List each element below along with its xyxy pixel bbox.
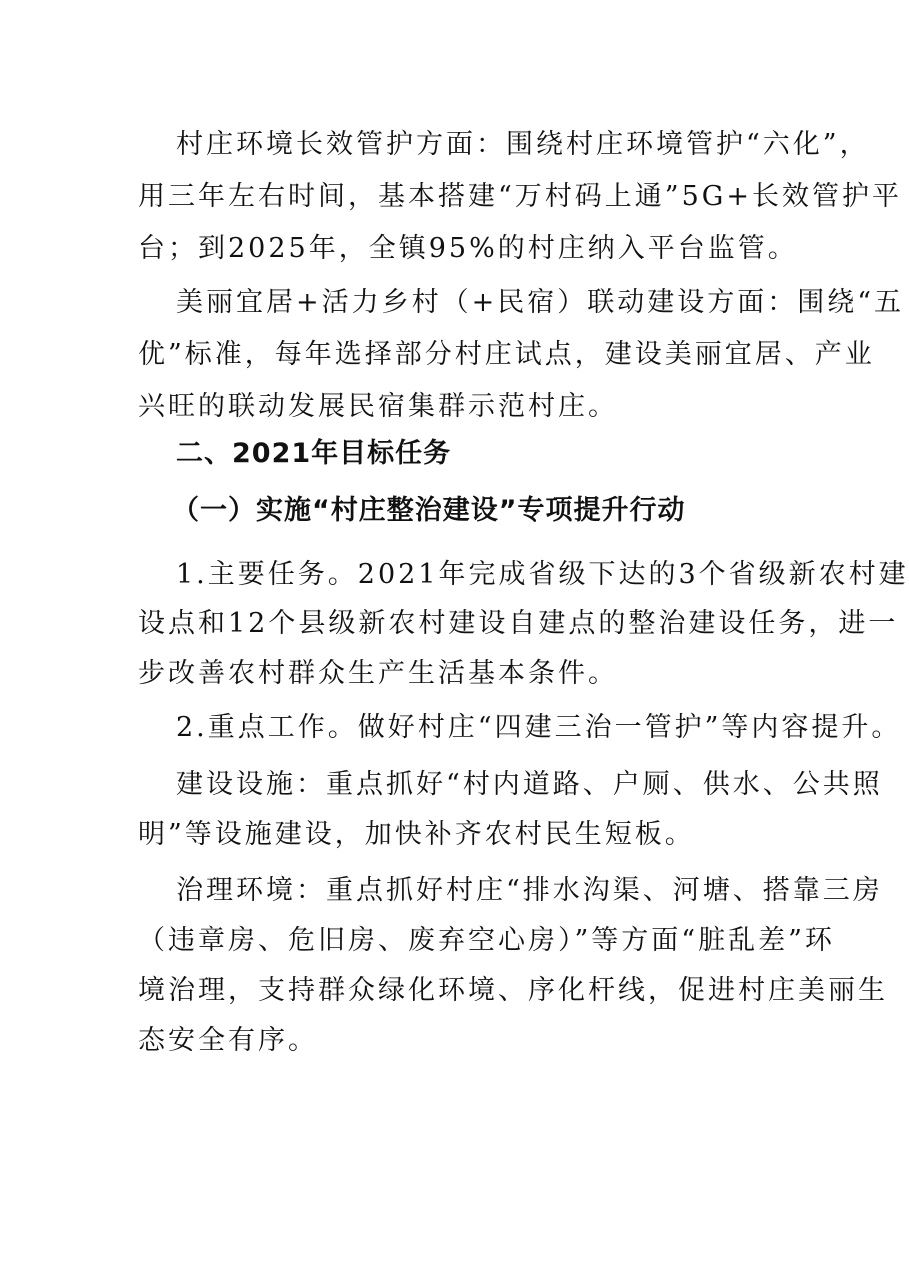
paragraph-line: （违章房、危旧房、废弃空心房）”等方面“脏乱差”环 <box>138 925 835 956</box>
paragraph-line: 优”标准，每年选择部分村庄试点，建设美丽宜居、产业 <box>138 339 875 370</box>
paragraph-line: 美丽宜居+活力乡村（+民宿）联动建设方面：围绕“五 <box>176 287 905 318</box>
paragraph-line: 兴旺的联动发展民宿集群示范村庄。 <box>138 391 618 422</box>
paragraph-line: 明”等设施建设，加快补齐农村民生短板。 <box>138 819 695 850</box>
paragraph-line: 境治理，支持群众绿化环境、序化杆线，促进村庄美丽生 <box>138 975 888 1006</box>
paragraph-line: 设点和12个县级新农村建设自建点的整治建设任务，进一 <box>138 608 899 639</box>
paragraph-line: 建设设施：重点抓好“村内道路、户厕、供水、公共照 <box>176 769 883 800</box>
paragraph-line: 台；到2025年，全镇95%的村庄纳入平台监管。 <box>138 233 798 264</box>
section-heading: 二、2021年目标任务 <box>176 438 452 469</box>
paragraph-line: 用三年左右时间，基本搭建“万村码上通”5G+长效管护平 <box>138 181 902 212</box>
paragraph-line: 步改善农村群众生产生活基本条件。 <box>138 658 618 689</box>
subsection-heading: （一）实施“村庄整治建设”专项提升行动 <box>172 495 686 526</box>
paragraph-line: 态安全有序。 <box>138 1025 318 1056</box>
paragraph-line: 1.主要任务。2021年完成省级下达的3个省级新农村建 <box>176 559 909 590</box>
paragraph-line: 2.重点工作。做好村庄“四建三治一管护”等内容提升。 <box>176 712 902 743</box>
paragraph-line: 治理环境：重点抓好村庄“排水沟渠、河塘、搭靠三房 <box>176 875 883 906</box>
paragraph-line: 村庄环境长效管护方面：围绕村庄环境管护“六化”， <box>176 129 870 160</box>
